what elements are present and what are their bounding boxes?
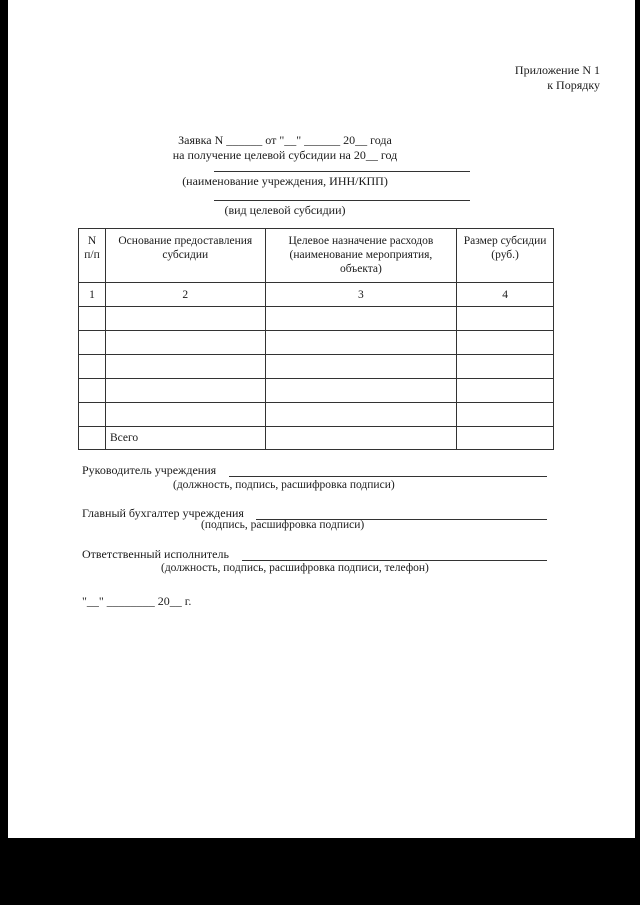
subsidy-type-fill-line <box>214 200 470 201</box>
table-cell <box>265 307 457 331</box>
table-cell <box>457 355 554 379</box>
total-label: Всего <box>105 427 265 450</box>
table-total-row <box>79 427 554 450</box>
executor-signature-hint: (должность, подпись, расшифровка подписи, телефон) <box>161 562 429 574</box>
executor-signature-label: Ответственный исполнитель <box>82 547 229 561</box>
appendix-note <box>515 63 600 93</box>
accountant-signature-label: Главный бухгалтер учреждения <box>82 506 244 520</box>
column-number-3: 3 <box>265 283 457 307</box>
table-cell <box>457 307 554 331</box>
table-cell <box>105 331 265 355</box>
header-number: N п/п <box>79 229 106 283</box>
institution-caption: (наименование учреждения, ИНН/КПП) <box>182 174 388 188</box>
column-number-4: 4 <box>457 283 554 307</box>
table-row <box>79 355 554 379</box>
accountant-signature-hint: (подпись, расшифровка подписи) <box>201 519 365 531</box>
head-signature-label: Руководитель учреждения <box>82 463 217 477</box>
executor-signature-line <box>242 560 547 561</box>
table-cell <box>265 427 457 450</box>
table-cell <box>265 379 457 403</box>
scan-border-bottom <box>0 838 640 905</box>
table-cell <box>457 403 554 427</box>
subsidy-table <box>78 228 554 450</box>
appendix-line-2: к Порядку <box>547 78 600 92</box>
head-signature-hint: (должность, подпись, расшифровка подписи) <box>173 479 395 491</box>
table-cell <box>105 379 265 403</box>
column-number-1: 1 <box>79 283 106 307</box>
table-header-row <box>79 229 554 283</box>
table-cell <box>265 355 457 379</box>
table-row <box>79 379 554 403</box>
table-cell <box>79 427 106 450</box>
table-row <box>79 307 554 331</box>
table-cell <box>79 403 106 427</box>
table-cell <box>79 307 106 331</box>
header-purpose: Целевое назначение расходов (наименование мероприятия, объекта) <box>265 229 457 283</box>
table-cell <box>105 403 265 427</box>
table-cell <box>265 331 457 355</box>
header-basis: Основание предоставления субсидии <box>105 229 265 283</box>
column-number-2: 2 <box>105 283 265 307</box>
application-title: Заявка N ______ от "__" ______ 20__ года <box>178 133 392 147</box>
application-subtitle: на получение целевой субсидии на 20__ год <box>172 148 398 162</box>
table-cell <box>105 307 265 331</box>
institution-fill-line <box>214 171 470 172</box>
header-amount: Размер субсидии (руб.) <box>457 229 554 283</box>
table-row <box>79 403 554 427</box>
table-cell <box>79 355 106 379</box>
date-line: "__" ________ 20__ г. <box>82 594 192 608</box>
appendix-line-1: Приложение N 1 <box>514 63 600 77</box>
table-cell <box>457 331 554 355</box>
head-signature-line <box>229 476 547 477</box>
scan-border-left <box>0 0 8 838</box>
table-cell <box>79 331 106 355</box>
table-cell <box>457 427 554 450</box>
table-cell <box>265 403 457 427</box>
subsidy-type-caption: (вид целевой субсидии) <box>224 203 346 217</box>
table-column-numbers-row <box>79 283 554 307</box>
table-cell <box>457 379 554 403</box>
scan-border-right <box>635 0 640 838</box>
table-cell <box>79 379 106 403</box>
table-row <box>79 331 554 355</box>
table-cell <box>105 355 265 379</box>
